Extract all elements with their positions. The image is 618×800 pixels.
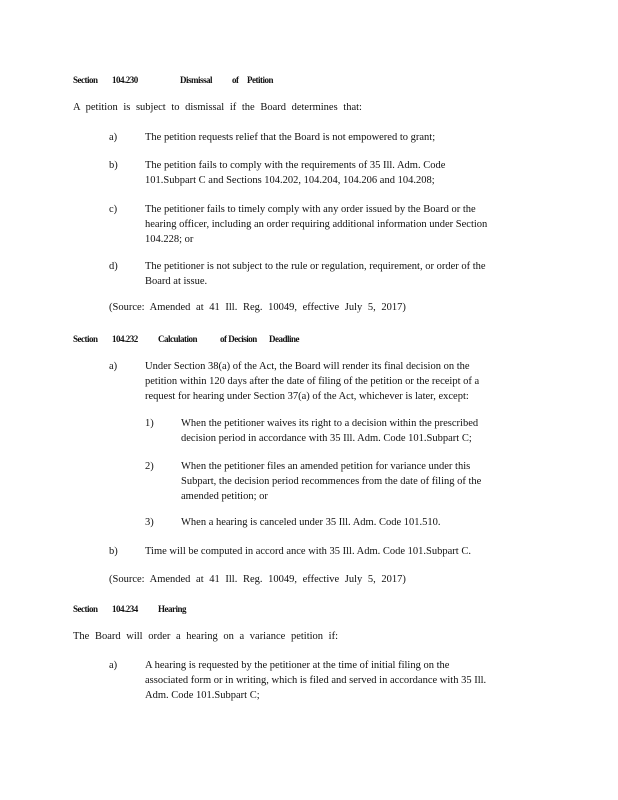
- item-text: [145, 658, 537, 703]
- item-text: [145, 259, 537, 289]
- item-text: [145, 158, 537, 188]
- item-line: 104.228; or: [145, 234, 194, 245]
- item-line: request for hearing under Section 37(a) of the Act, whichever is later, except:: [145, 391, 469, 402]
- item-line: When the petitioner waives its right to a decision within the prescribed: [181, 418, 479, 429]
- item-line: The petition requests relief that the Board is not empowered to grant;: [145, 132, 436, 143]
- item-line: Under Section 38(a) of the Act, the Board will render its final decision on the: [145, 361, 470, 372]
- item-line: Time will be computed in accord ance with 35 Ill. Adm. Code 101.Subpart C.: [145, 546, 471, 557]
- item-label: c): [109, 204, 118, 215]
- item-line: associated form or in writing, which is filed and served in accordance with 35 Ill.: [145, 675, 487, 686]
- item-label: b): [109, 160, 118, 171]
- item-label: a): [109, 132, 118, 143]
- section-title-word: of Decision: [220, 334, 257, 344]
- item-line: The petition fails to comply with the requirements of 35 Ill. Adm. Code: [145, 160, 446, 171]
- item-line: A hearing is requested by the petitioner at the time of initial filing on the: [145, 660, 450, 671]
- item-line: decision period in accordance with 35 Ill. Adm. Code 101.Subpart C;: [181, 433, 472, 444]
- item-text: [181, 416, 537, 446]
- item-label: a): [109, 361, 118, 372]
- item-text: [145, 359, 537, 404]
- section-label: Section: [73, 334, 98, 344]
- item-text: [145, 544, 537, 559]
- section-title-word: Calculation: [158, 334, 198, 344]
- item-line: petition within 120 days after the date of filing of the petition or the receipt of a: [145, 376, 480, 387]
- source-note: (Source: Amended at 41 Ill. Reg. 10049, effective July 5, 2017): [109, 302, 406, 313]
- section-title-word: of: [232, 75, 239, 85]
- item-label: 3): [145, 517, 154, 528]
- item-text: [145, 130, 537, 145]
- section-number: 104.230: [112, 75, 138, 85]
- section-title-word: Dismissal: [180, 75, 213, 85]
- item-label: a): [109, 660, 118, 671]
- section-intro: The Board will order a hearing on a variance petition if:: [73, 631, 338, 642]
- item-line: When the petitioner files an amended petition for variance under this: [181, 461, 471, 472]
- section-title-word: Deadline: [269, 334, 300, 344]
- item-line: Adm. Code 101.Subpart C;: [145, 690, 260, 701]
- item-text: [181, 459, 537, 504]
- item-text: [181, 515, 537, 530]
- source-note: (Source: Amended at 41 Ill. Reg. 10049, effective July 5, 2017): [109, 574, 406, 585]
- section-intro: A petition is subject to dismissal if the Board determines that:: [73, 102, 362, 113]
- section-number: 104.232: [112, 334, 138, 344]
- section-number: 104.234: [112, 604, 138, 614]
- item-line: The petitioner is not subject to the rule or regulation, requirement, or order of the: [145, 261, 486, 272]
- item-label: d): [109, 261, 118, 272]
- item-line: Subpart, the decision period recommences from the date of filing of the: [181, 476, 482, 487]
- item-line: The petitioner fails to timely comply with any order issued by the Board or the: [145, 204, 476, 215]
- item-line: When a hearing is canceled under 35 Ill. Adm. Code 101.510.: [181, 517, 441, 528]
- section-label: Section: [73, 604, 98, 614]
- item-line: amended petition; or: [181, 491, 268, 502]
- item-line: 101.Subpart C and Sections 104.202, 104.204, 104.206 and 104.208;: [145, 175, 435, 186]
- item-label: 2): [145, 461, 154, 472]
- item-line: hearing officer, including an order requiring additional information under Section: [145, 219, 488, 230]
- section-title-word: Petition: [247, 75, 273, 85]
- item-line: Board at issue.: [145, 276, 208, 287]
- section-title-word: Hearing: [158, 604, 186, 614]
- item-label: b): [109, 546, 118, 557]
- item-label: 1): [145, 418, 154, 429]
- item-text: [145, 202, 537, 247]
- section-label: Section: [73, 75, 98, 85]
